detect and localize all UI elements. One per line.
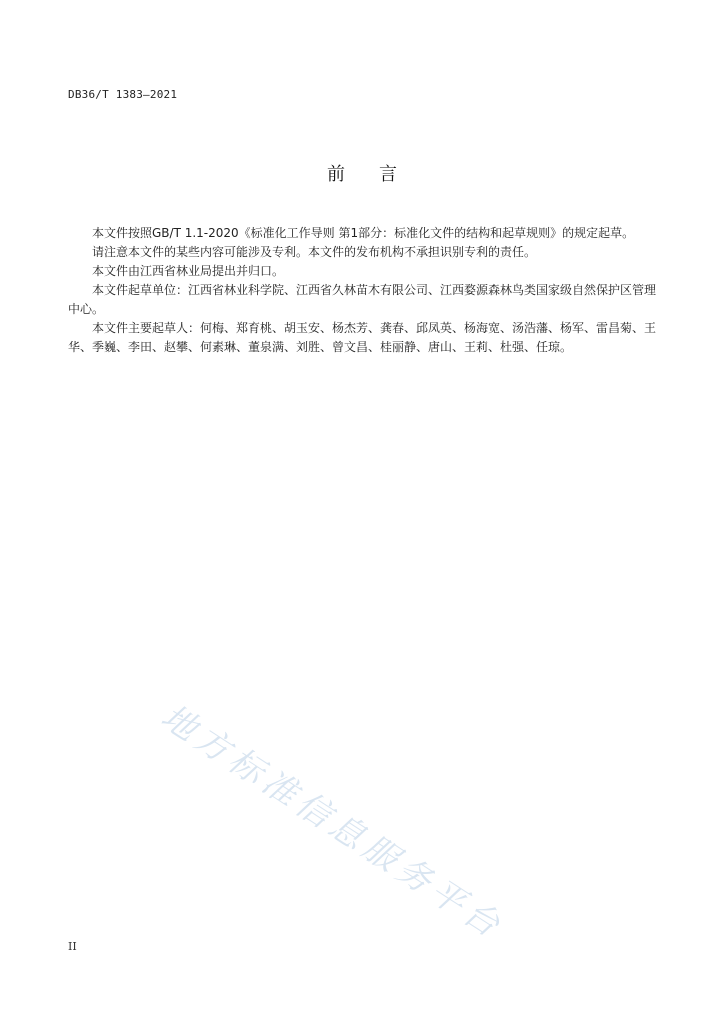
paragraph-drafting-units: 本文件起草单位：江西省林业科学院、江西省久林苗木有限公司、江西婺源森林鸟类国家级自然保护区管理中心。 (68, 283, 657, 316)
watermark-text: 地方标准信息服务平台 (153, 696, 512, 949)
page-number: II (68, 940, 77, 953)
paragraph-proposer: 本文件由江西省林业局提出并归口。 (92, 264, 285, 278)
foreword-body (68, 224, 656, 357)
paragraph-drafters: 本文件主要起草人：何梅、郑育桃、胡玉安、杨杰芳、龚春、邱凤英、杨海宽、汤浩藩、杨军、雷昌菊、王华、季巍、李田、赵攀、何素琳、董泉满、刘胜、曾文昌、桂丽静、唐山、王莉、杜强、任琼。 (68, 321, 657, 354)
paragraph-drafting-rules: 本文件按照GB/T 1.1-2020《标准化工作导则 第1部分：标准化文件的结构和起草规则》的规定起草。 (92, 226, 635, 240)
paragraph-patent-notice: 请注意本文件的某些内容可能涉及专利。本文件的发布机构不承担识别专利的责任。 (92, 245, 537, 259)
section-title: 前言 (327, 164, 431, 185)
document-code: DB36/T 1383—2021 (68, 88, 178, 101)
